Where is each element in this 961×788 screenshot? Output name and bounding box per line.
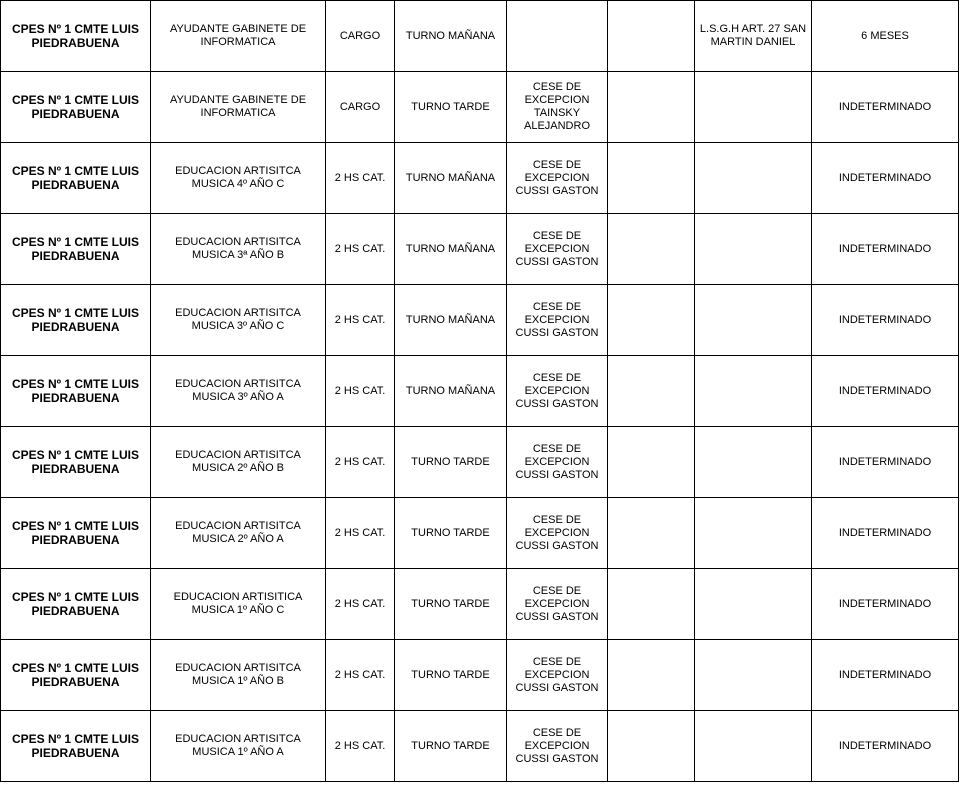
reason-cell: CESE DE EXCEPCION CUSSI GASTON bbox=[507, 711, 608, 782]
table-row bbox=[1, 72, 959, 143]
shift-cell: TURNO TARDE bbox=[395, 711, 507, 782]
duration-cell: INDETERMINADO bbox=[812, 356, 959, 427]
subject-cell: EDUCACION ARTISITCA MUSICA 4º AÑO C bbox=[151, 143, 326, 214]
shift-cell: TURNO MAÑANA bbox=[395, 1, 507, 72]
table-row bbox=[1, 214, 959, 285]
empty-cell bbox=[608, 640, 695, 711]
subject-cell: EDUCACION ARTISITCA MUSICA 3ª AÑO B bbox=[151, 214, 326, 285]
position-type-cell: 2 HS CAT. bbox=[326, 569, 395, 640]
legal-basis-cell bbox=[695, 569, 812, 640]
school-cell: CPES Nº 1 CMTE LUIS PIEDRABUENA bbox=[1, 285, 151, 356]
shift-cell: TURNO TARDE bbox=[395, 498, 507, 569]
legal-basis-cell bbox=[695, 711, 812, 782]
shift-cell: TURNO TARDE bbox=[395, 72, 507, 143]
position-type-cell: 2 HS CAT. bbox=[326, 711, 395, 782]
reason-cell bbox=[507, 1, 608, 72]
position-type-cell: 2 HS CAT. bbox=[326, 498, 395, 569]
empty-cell bbox=[608, 356, 695, 427]
shift-cell: TURNO MAÑANA bbox=[395, 143, 507, 214]
duration-cell: INDETERMINADO bbox=[812, 711, 959, 782]
empty-cell bbox=[608, 1, 695, 72]
empty-cell bbox=[608, 711, 695, 782]
reason-cell: CESE DE EXCEPCION CUSSI GASTON bbox=[507, 498, 608, 569]
duration-cell: INDETERMINADO bbox=[812, 285, 959, 356]
empty-cell bbox=[608, 569, 695, 640]
reason-cell: CESE DE EXCEPCION CUSSI GASTON bbox=[507, 143, 608, 214]
legal-basis-cell bbox=[695, 72, 812, 143]
school-cell: CPES Nº 1 CMTE LUIS PIEDRABUENA bbox=[1, 72, 151, 143]
legal-basis-cell bbox=[695, 640, 812, 711]
table-row bbox=[1, 640, 959, 711]
reason-cell: CESE DE EXCEPCION CUSSI GASTON bbox=[507, 427, 608, 498]
table-row bbox=[1, 143, 959, 214]
position-type-cell: 2 HS CAT. bbox=[326, 427, 395, 498]
shift-cell: TURNO TARDE bbox=[395, 640, 507, 711]
reason-cell: CESE DE EXCEPCION CUSSI GASTON bbox=[507, 569, 608, 640]
school-cell: CPES Nº 1 CMTE LUIS PIEDRABUENA bbox=[1, 214, 151, 285]
empty-cell bbox=[608, 143, 695, 214]
legal-basis-cell bbox=[695, 285, 812, 356]
subject-cell: EDUCACION ARTISITCA MUSICA 3º AÑO A bbox=[151, 356, 326, 427]
empty-cell bbox=[608, 427, 695, 498]
subject-cell: AYUDANTE GABINETE DE INFORMATICA bbox=[151, 1, 326, 72]
school-cell: CPES Nº 1 CMTE LUIS PIEDRABUENA bbox=[1, 711, 151, 782]
legal-basis-cell: L.S.G.H ART. 27 SAN MARTIN DANIEL bbox=[695, 1, 812, 72]
subject-cell: EDUCACION ARTISITCA MUSICA 1º AÑO B bbox=[151, 640, 326, 711]
duration-cell: INDETERMINADO bbox=[812, 214, 959, 285]
empty-cell bbox=[608, 498, 695, 569]
reason-cell: CESE DE EXCEPCION CUSSI GASTON bbox=[507, 285, 608, 356]
empty-cell bbox=[608, 285, 695, 356]
shift-cell: TURNO TARDE bbox=[395, 569, 507, 640]
position-type-cell: 2 HS CAT. bbox=[326, 285, 395, 356]
legal-basis-cell bbox=[695, 143, 812, 214]
table-row bbox=[1, 1, 959, 72]
shift-cell: TURNO TARDE bbox=[395, 427, 507, 498]
position-type-cell: CARGO bbox=[326, 1, 395, 72]
school-cell: CPES Nº 1 CMTE LUIS PIEDRABUENA bbox=[1, 640, 151, 711]
table-row bbox=[1, 356, 959, 427]
legal-basis-cell bbox=[695, 427, 812, 498]
position-type-cell: CARGO bbox=[326, 72, 395, 143]
table-row bbox=[1, 498, 959, 569]
duration-cell: INDETERMINADO bbox=[812, 569, 959, 640]
subject-cell: EDUCACION ARTISITCA MUSICA 2º AÑO A bbox=[151, 498, 326, 569]
reason-cell: CESE DE EXCEPCION CUSSI GASTON bbox=[507, 640, 608, 711]
empty-cell bbox=[608, 214, 695, 285]
reason-cell: CESE DE EXCEPCION TAINSKY ALEJANDRO bbox=[507, 72, 608, 143]
duration-cell: INDETERMINADO bbox=[812, 640, 959, 711]
subject-cell: EDUCACION ARTISITCA MUSICA 2º AÑO B bbox=[151, 427, 326, 498]
position-type-cell: 2 HS CAT. bbox=[326, 143, 395, 214]
duration-cell: INDETERMINADO bbox=[812, 498, 959, 569]
duration-cell: INDETERMINADO bbox=[812, 72, 959, 143]
subject-cell: EDUCACION ARTISITCA MUSICA 3º AÑO C bbox=[151, 285, 326, 356]
school-cell: CPES Nº 1 CMTE LUIS PIEDRABUENA bbox=[1, 143, 151, 214]
subject-cell: EDUCACION ARTISITICA MUSICA 1º AÑO C bbox=[151, 569, 326, 640]
position-type-cell: 2 HS CAT. bbox=[326, 214, 395, 285]
reason-cell: CESE DE EXCEPCION CUSSI GASTON bbox=[507, 356, 608, 427]
duration-cell: 6 MESES bbox=[812, 1, 959, 72]
table-row bbox=[1, 711, 959, 782]
duration-cell: INDETERMINADO bbox=[812, 427, 959, 498]
shift-cell: TURNO MAÑANA bbox=[395, 285, 507, 356]
school-cell: CPES Nº 1 CMTE LUIS PIEDRABUENA bbox=[1, 1, 151, 72]
duration-cell: INDETERMINADO bbox=[812, 143, 959, 214]
table-row bbox=[1, 285, 959, 356]
position-type-cell: 2 HS CAT. bbox=[326, 640, 395, 711]
legal-basis-cell bbox=[695, 498, 812, 569]
school-cell: CPES Nº 1 CMTE LUIS PIEDRABUENA bbox=[1, 356, 151, 427]
shift-cell: TURNO MAÑANA bbox=[395, 356, 507, 427]
school-cell: CPES Nº 1 CMTE LUIS PIEDRABUENA bbox=[1, 498, 151, 569]
subject-cell: AYUDANTE GABINETE DE INFORMATICA bbox=[151, 72, 326, 143]
school-cell: CPES Nº 1 CMTE LUIS PIEDRABUENA bbox=[1, 569, 151, 640]
shift-cell: TURNO MAÑANA bbox=[395, 214, 507, 285]
school-cell: CPES Nº 1 CMTE LUIS PIEDRABUENA bbox=[1, 427, 151, 498]
legal-basis-cell bbox=[695, 214, 812, 285]
reason-cell: CESE DE EXCEPCION CUSSI GASTON bbox=[507, 214, 608, 285]
empty-cell bbox=[608, 72, 695, 143]
table-row bbox=[1, 569, 959, 640]
table-row bbox=[1, 427, 959, 498]
subject-cell: EDUCACION ARTISITCA MUSICA 1º AÑO A bbox=[151, 711, 326, 782]
position-type-cell: 2 HS CAT. bbox=[326, 356, 395, 427]
legal-basis-cell bbox=[695, 356, 812, 427]
